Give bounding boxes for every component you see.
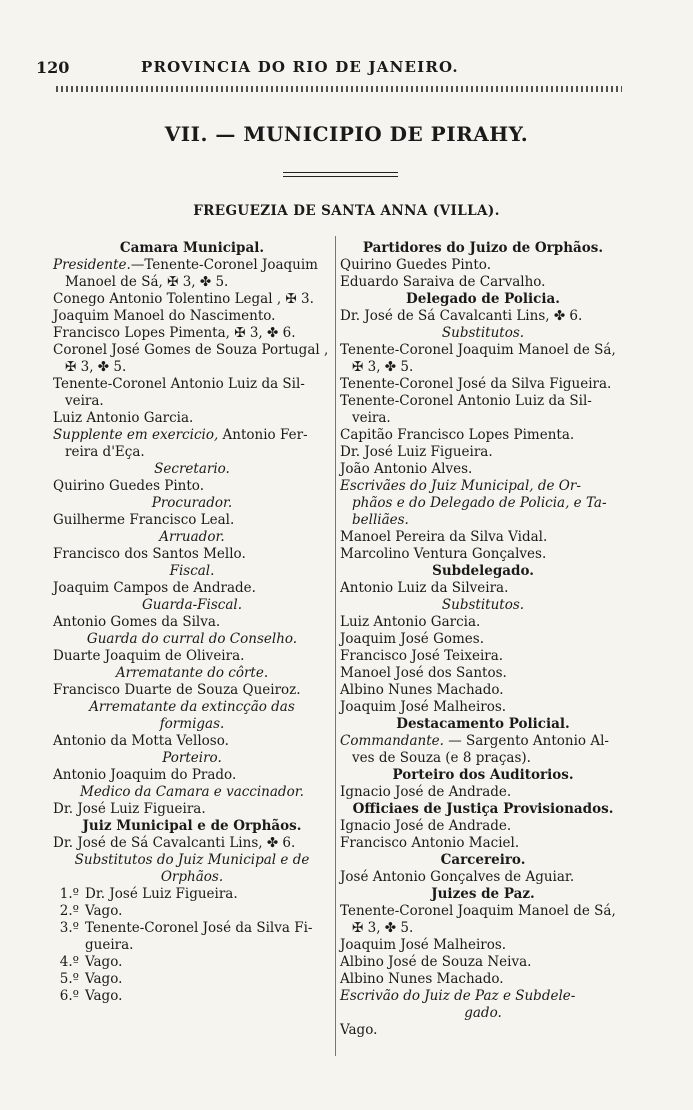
right-column	[340, 240, 626, 1039]
juiz-paz-name: Tenente-Coronel Joaquim Manoel de Sá,	[340, 903, 616, 919]
substitutos-label: Substitutos.	[441, 325, 525, 341]
commandante-label: Commandante.	[340, 733, 444, 749]
page-number: 120	[36, 58, 70, 77]
juizes-paz-heading: Juizes de Paz.	[431, 886, 535, 902]
juiz-paz-name-cont: ✠ 3, ✤ 5.	[352, 920, 414, 936]
partidores-heading: Partidores do Juizo de Orphãos.	[362, 240, 604, 256]
porteiro-auditorios-heading: Porteiro dos Auditorios.	[392, 767, 574, 783]
title-rule-lower	[283, 176, 398, 177]
delegado-heading: Delegado de Policia.	[406, 291, 560, 307]
substituto-number: 5.º	[59, 971, 79, 987]
arruador-name: Francisco dos Santos Mello.	[53, 546, 246, 562]
substituto-name: Capitão Francisco Lopes Pimenta.	[340, 427, 575, 443]
substituto-item	[53, 988, 331, 1005]
member-line: Coronel José Gomes de Souza Portugal ,	[53, 342, 329, 358]
fiscal-label: Fiscal.	[169, 563, 215, 579]
substituto-name: Vago.	[85, 971, 123, 987]
supplente-line	[53, 427, 331, 444]
subdelegado-substituto: Luiz Antonio Garcia.	[340, 614, 481, 630]
member-line: Francisco Lopes Pimenta, ✠ 3, ✤ 6.	[53, 325, 296, 341]
arrematante-formigas-label: Arrematante da extincção das	[89, 699, 295, 715]
substituto-number: 3.º	[59, 920, 79, 936]
supplente-name: Antonio Fer-	[218, 427, 308, 443]
carcereiro-heading: Carcereiro.	[440, 852, 526, 868]
porteiro-label: Porteiro.	[162, 750, 222, 766]
substituto-name: Tenente-Coronel José da Silva Figueira.	[340, 376, 612, 392]
destacamento-heading: Destacamento Policial.	[396, 716, 570, 732]
arrematante-corte-name: Francisco Duarte de Souza Queiroz.	[53, 682, 301, 698]
commandante-line	[340, 733, 626, 750]
substituto-name-cont: ✠ 3, ✤ 5.	[352, 359, 414, 375]
substituto-name: Vago.	[85, 954, 123, 970]
substituto-name: Vago.	[85, 903, 123, 919]
member-line: Conego Antonio Tolentino Legal , ✠ 3.	[53, 291, 314, 307]
substituto-number: 6.º	[59, 988, 79, 1004]
guarda-curral-name: Duarte Joaquim de Oliveira.	[53, 648, 245, 664]
escrivao-name: Marcolino Ventura Gonçalves.	[340, 546, 547, 562]
presidente-name: —Tenente-Coronel Joaquim	[130, 257, 318, 273]
substituto-item-cont: gueira.	[85, 937, 134, 953]
substituto-name: Dr. José Luiz Figueira.	[340, 444, 493, 460]
substituto-name: Tenente-Coronel José da Silva Fi-	[85, 920, 313, 936]
partidor-name: Quirino Guedes Pinto.	[340, 257, 491, 273]
partidor-name: Eduardo Saraiva de Carvalho.	[340, 274, 546, 290]
escrivao-name: Manoel Pereira da Silva Vidal.	[340, 529, 548, 545]
arrematante-formigas-label-2: formigas.	[159, 716, 225, 732]
porteiro-auditorios-name: Ignacio José de Andrade.	[340, 784, 512, 800]
title-rule	[283, 172, 398, 173]
presidente-label: Presidente.	[53, 257, 131, 273]
substituto-number: 4.º	[59, 954, 79, 970]
substituto-name: Vago.	[85, 988, 123, 1004]
presidente-line	[53, 257, 331, 274]
juiz-paz-name: Joaquim José Malheiros.	[340, 937, 507, 953]
ornamental-rule	[56, 86, 622, 92]
member-line: Luiz Antonio Garcia.	[53, 410, 194, 426]
substituto-name-cont: veira.	[352, 410, 391, 426]
subdelegado-substituto: Manoel José dos Santos.	[340, 665, 507, 681]
guarda-fiscal-name: Antonio Gomes da Silva.	[53, 614, 221, 630]
officiaes-heading: Officiaes de Justiça Provisionados.	[352, 801, 614, 817]
substituto-name: Dr. José Luiz Figueira.	[85, 886, 238, 902]
secretario-name: Quirino Guedes Pinto.	[53, 478, 204, 494]
official-name: Francisco Antonio Maciel.	[340, 835, 520, 851]
subdelegado-substituto: Francisco José Teixeira.	[340, 648, 504, 664]
subdelegado-name: Antonio Luiz da Silveira.	[340, 580, 509, 596]
substituto-item	[53, 954, 331, 971]
delegado-name: Dr. José de Sá Cavalcanti Lins, ✤ 6.	[340, 308, 583, 324]
substituto-number: 2.º	[59, 903, 79, 919]
medico-name: Dr. José Luiz Figueira.	[53, 801, 206, 817]
commandante-line-cont: ves de Souza (e 8 praças).	[352, 750, 531, 766]
substitutos-label: Substitutos do Juiz Municipal e de	[74, 852, 310, 868]
camara-heading: Camara Municipal.	[119, 240, 265, 256]
substitutos-label-2: Orphãos.	[160, 869, 224, 885]
arrematante-corte-label: Arrematante do côrte.	[115, 665, 269, 681]
juiz-paz-name: Albino Nunes Machado.	[340, 971, 504, 987]
substitutos-label-2: Substitutos.	[441, 597, 525, 613]
escrivaes-label: Escrivães do Juiz Municipal, de Or-	[340, 478, 581, 494]
left-column	[53, 240, 331, 1005]
fiscal-name: Joaquim Campos de Andrade.	[53, 580, 256, 596]
substituto-item	[53, 903, 331, 920]
juiz-name: Dr. José de Sá Cavalcanti Lins, ✤ 6.	[53, 835, 296, 851]
supplente-label: Supplente em exercicio,	[53, 427, 219, 443]
escrivaes-label-3: belliães.	[352, 512, 409, 528]
procurador-label: Procurador.	[151, 495, 233, 511]
official-name: Ignacio José de Andrade.	[340, 818, 512, 834]
substituto-item	[53, 886, 331, 903]
page-header	[36, 58, 636, 80]
commandante-name: — Sargento Antonio Al-	[443, 733, 609, 749]
juiz-heading: Juiz Municipal e de Orphãos.	[82, 818, 302, 834]
substituto-name: Tenente-Coronel Antonio Luiz da Sil-	[340, 393, 592, 409]
juiz-paz-name: Albino José de Souza Neiva.	[340, 954, 532, 970]
escrivaes-label-2: phãos e do Delegado de Policia, e Ta-	[352, 495, 607, 511]
arrematante-formigas-name: Antonio da Motta Velloso.	[53, 733, 229, 749]
escrivao-paz-name: Vago.	[340, 1022, 378, 1038]
freguezia-title: FREGUEZIA DE SANTA ANNA (VILLA).	[193, 203, 500, 219]
guarda-curral-label: Guarda do curral do Conselho.	[86, 631, 298, 647]
member-line-cont: ✠ 3, ✤ 5.	[65, 359, 127, 375]
medico-label: Medico da Camara e vaccinador.	[80, 784, 304, 800]
member-line-cont: veira.	[65, 393, 104, 409]
municipio-title: VII. — MUNICIPIO DE PIRAHY.	[164, 122, 529, 146]
substituto-name: Tenente-Coronel Joaquim Manoel de Sá,	[340, 342, 616, 358]
subdelegado-heading: Subdelegado.	[432, 563, 534, 579]
column-divider	[335, 236, 336, 1056]
escrivao-paz-label: Escrivão do Juiz de Paz e Subdele-	[340, 988, 576, 1004]
escrivao-paz-label-2: gado.	[464, 1005, 502, 1021]
subdelegado-substituto: Albino Nunes Machado.	[340, 682, 504, 698]
member-line: Joaquim Manoel do Nascimento.	[53, 308, 276, 324]
guarda-fiscal-label: Guarda-Fiscal.	[141, 597, 243, 613]
procurador-name: Guilherme Francisco Leal.	[53, 512, 235, 528]
porteiro-name: Antonio Joaquim do Prado.	[53, 767, 237, 783]
carcereiro-name: José Antonio Gonçalves de Aguiar.	[340, 869, 575, 885]
substituto-item	[53, 971, 331, 988]
subdelegado-substituto: Joaquim José Gomes.	[340, 631, 485, 647]
secretario-label: Secretario.	[154, 461, 230, 477]
running-title: PROVINCIA DO RIO DE JANEIRO.	[141, 58, 459, 76]
member-line: Tenente-Coronel Antonio Luiz da Sil-	[53, 376, 305, 392]
substituto-name: João Antonio Alves.	[340, 461, 473, 477]
supplente-line-cont: reira d'Eça.	[65, 444, 145, 460]
subdelegado-substituto: Joaquim José Malheiros.	[340, 699, 507, 715]
substituto-number: 1.º	[59, 886, 79, 902]
presidente-line-2: Manoel de Sá, ✠ 3, ✤ 5.	[65, 274, 229, 290]
arruador-label: Arruador.	[159, 529, 225, 545]
substituto-item	[53, 920, 331, 937]
